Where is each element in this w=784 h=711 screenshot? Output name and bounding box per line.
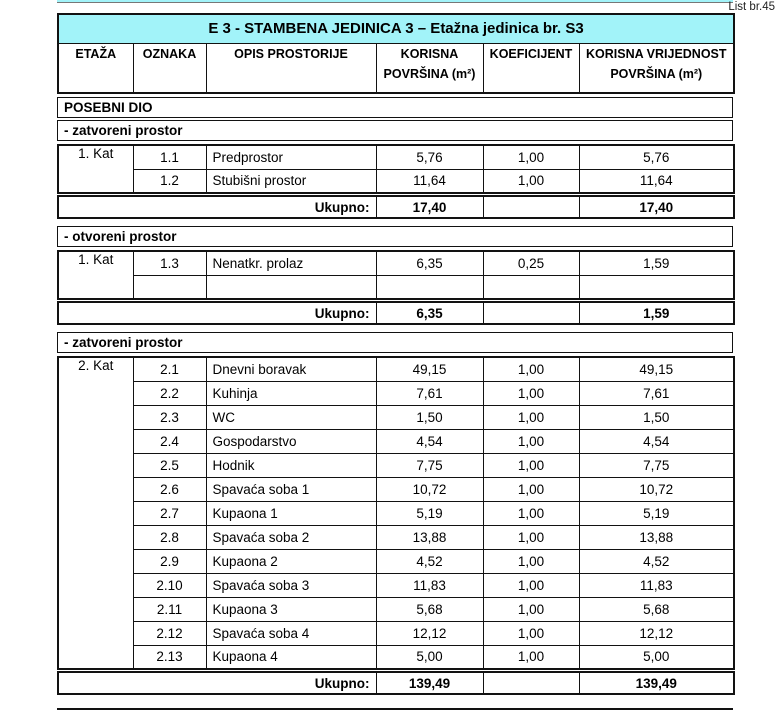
cell-vrijednost: 7,75 <box>579 453 734 477</box>
cell-oznaka: 2.3 <box>133 405 206 429</box>
cell-vrijednost: 5,19 <box>579 501 734 525</box>
cell-opis: Predprostor <box>206 145 376 169</box>
cell-opis: Spavaća soba 2 <box>206 525 376 549</box>
table-row <box>58 196 734 218</box>
cell-povrsina: 6,35 <box>376 251 483 275</box>
cell-vrijednost: 5,76 <box>579 145 734 169</box>
column-header: OZNAKA <box>133 43 206 93</box>
table-row <box>58 251 734 275</box>
table-row <box>58 597 734 621</box>
total-povrsina: 6,35 <box>376 302 483 324</box>
cell-koeficijent: 1,00 <box>483 145 579 169</box>
cell-povrsina: 7,75 <box>376 453 483 477</box>
cell-koeficijent: 1,00 <box>483 429 579 453</box>
cell-vrijednost: 12,12 <box>579 621 734 645</box>
total-vrijednost: 1,59 <box>579 302 734 324</box>
total-koeficijent <box>483 196 579 218</box>
cell-oznaka <box>133 275 206 299</box>
cell-oznaka: 2.6 <box>133 477 206 501</box>
cell-koeficijent: 1,00 <box>483 621 579 645</box>
cell-opis <box>206 275 376 299</box>
total-povrsina: 139,49 <box>376 672 483 694</box>
cell-oznaka: 1.1 <box>133 145 206 169</box>
table-row <box>58 381 734 405</box>
cell-vrijednost: 1,50 <box>579 405 734 429</box>
column-header: KORISNA VRIJEDNOST POVRŠINA (m²) <box>579 43 734 93</box>
cell-vrijednost: 5,00 <box>579 645 734 669</box>
table-row <box>58 302 734 324</box>
cell-opis: Kuhinja <box>206 381 376 405</box>
cell-vrijednost: 4,54 <box>579 429 734 453</box>
cell-vrijednost: 11,64 <box>579 169 734 193</box>
column-header: KOEFICIJENT <box>483 43 579 93</box>
cell-koeficijent: 1,00 <box>483 169 579 193</box>
table-row <box>58 525 734 549</box>
section-bar: POSEBNI DIO <box>57 97 733 118</box>
table-row <box>58 645 734 669</box>
cell-oznaka: 2.4 <box>133 429 206 453</box>
cell-povrsina: 12,12 <box>376 621 483 645</box>
table-row <box>58 275 734 299</box>
previous-table-edge <box>57 0 733 3</box>
rooms-table <box>57 144 735 194</box>
cell-oznaka: 2.10 <box>133 573 206 597</box>
cell-opis: Dnevni boravak <box>206 357 376 381</box>
cell-koeficijent: 1,00 <box>483 381 579 405</box>
column-header-row <box>58 43 734 93</box>
sheet-number-label: List br.45 <box>728 1 775 13</box>
cell-opis: Nenatkr. prolaz <box>206 251 376 275</box>
cell-koeficijent: 1,00 <box>483 549 579 573</box>
cell-opis: Hodnik <box>206 453 376 477</box>
total-label: Ukupno: <box>58 672 376 694</box>
table-row <box>58 405 734 429</box>
cell-povrsina: 7,61 <box>376 381 483 405</box>
cell-povrsina: 11,83 <box>376 573 483 597</box>
cell-koeficijent: 1,00 <box>483 453 579 477</box>
total-vrijednost: 17,40 <box>579 196 734 218</box>
rooms-table <box>57 250 735 300</box>
cell-koeficijent: 1,00 <box>483 477 579 501</box>
rooms-table <box>57 356 735 670</box>
table-row <box>58 145 734 169</box>
table-row <box>58 672 734 694</box>
section-bar: - zatvoreni prostor <box>57 120 733 141</box>
cell-koeficijent <box>483 275 579 299</box>
cell-oznaka: 2.9 <box>133 549 206 573</box>
cell-etaza: 1. Kat <box>58 145 133 193</box>
cell-povrsina: 4,54 <box>376 429 483 453</box>
cell-povrsina: 4,52 <box>376 549 483 573</box>
cell-oznaka: 2.12 <box>133 621 206 645</box>
cell-vrijednost: 10,72 <box>579 477 734 501</box>
table-row <box>58 357 734 381</box>
table-header <box>57 13 735 94</box>
cell-povrsina: 1,50 <box>376 405 483 429</box>
cell-povrsina: 5,76 <box>376 145 483 169</box>
cell-koeficijent: 1,00 <box>483 597 579 621</box>
table-row <box>58 501 734 525</box>
cell-vrijednost: 7,61 <box>579 381 734 405</box>
section-bar: - otvoreni prostor <box>57 226 733 247</box>
total-label: Ukupno: <box>58 196 376 218</box>
table-row <box>58 621 734 645</box>
column-header: KORISNA POVRŠINA (m²) <box>376 43 483 93</box>
next-table-edge <box>57 708 733 710</box>
cell-koeficijent: 1,00 <box>483 357 579 381</box>
cell-oznaka: 1.2 <box>133 169 206 193</box>
cell-povrsina: 5,19 <box>376 501 483 525</box>
cell-opis: Kupaona 3 <box>206 597 376 621</box>
cell-povrsina: 5,68 <box>376 597 483 621</box>
total-koeficijent <box>483 672 579 694</box>
cell-oznaka: 2.13 <box>133 645 206 669</box>
cell-etaza: 1. Kat <box>58 251 133 299</box>
total-row <box>57 671 735 695</box>
total-row <box>57 301 735 325</box>
cell-opis: Stubišni prostor <box>206 169 376 193</box>
table-row <box>58 477 734 501</box>
cell-etaza: 2. Kat <box>58 357 133 669</box>
cell-vrijednost: 49,15 <box>579 357 734 381</box>
cell-vrijednost <box>579 275 734 299</box>
cell-koeficijent: 1,00 <box>483 573 579 597</box>
cell-opis: WC <box>206 405 376 429</box>
cell-oznaka: 2.2 <box>133 381 206 405</box>
cell-oznaka: 2.11 <box>133 597 206 621</box>
cell-vrijednost: 13,88 <box>579 525 734 549</box>
table-row <box>58 169 734 193</box>
cell-opis: Kupaona 4 <box>206 645 376 669</box>
total-povrsina: 17,40 <box>376 196 483 218</box>
column-header: OPIS PROSTORIJE <box>206 43 376 93</box>
cell-koeficijent: 1,00 <box>483 501 579 525</box>
cell-povrsina: 11,64 <box>376 169 483 193</box>
cell-opis: Kupaona 1 <box>206 501 376 525</box>
cell-opis: Spavaća soba 1 <box>206 477 376 501</box>
total-row <box>57 195 735 219</box>
cell-povrsina <box>376 275 483 299</box>
total-vrijednost: 139,49 <box>579 672 734 694</box>
cell-oznaka: 2.7 <box>133 501 206 525</box>
cell-povrsina: 13,88 <box>376 525 483 549</box>
cell-povrsina: 49,15 <box>376 357 483 381</box>
cell-opis: Spavaća soba 4 <box>206 621 376 645</box>
table-title: E 3 - STAMBENA JEDINICA 3 – Etažna jedinica br. S3 <box>58 14 734 43</box>
cell-opis: Gospodarstvo <box>206 429 376 453</box>
table-row <box>58 573 734 597</box>
cell-oznaka: 2.5 <box>133 453 206 477</box>
document-page <box>57 13 733 695</box>
cell-oznaka: 2.1 <box>133 357 206 381</box>
cell-oznaka: 2.8 <box>133 525 206 549</box>
cell-vrijednost: 11,83 <box>579 573 734 597</box>
cell-opis: Spavaća soba 3 <box>206 573 376 597</box>
table-row <box>58 453 734 477</box>
cell-koeficijent: 1,00 <box>483 645 579 669</box>
section-bar: - zatvoreni prostor <box>57 332 733 353</box>
table-row <box>58 429 734 453</box>
cell-oznaka: 1.3 <box>133 251 206 275</box>
total-koeficijent <box>483 302 579 324</box>
cell-opis: Kupaona 2 <box>206 549 376 573</box>
cell-povrsina: 5,00 <box>376 645 483 669</box>
cell-koeficijent: 1,00 <box>483 525 579 549</box>
cell-vrijednost: 5,68 <box>579 597 734 621</box>
total-label: Ukupno: <box>58 302 376 324</box>
cell-vrijednost: 1,59 <box>579 251 734 275</box>
cell-koeficijent: 1,00 <box>483 405 579 429</box>
table-row <box>58 549 734 573</box>
title-row <box>58 14 734 43</box>
table-sections <box>57 97 733 695</box>
cell-koeficijent: 0,25 <box>483 251 579 275</box>
cell-povrsina: 10,72 <box>376 477 483 501</box>
cell-vrijednost: 4,52 <box>579 549 734 573</box>
column-header: ETAŽA <box>58 43 133 93</box>
